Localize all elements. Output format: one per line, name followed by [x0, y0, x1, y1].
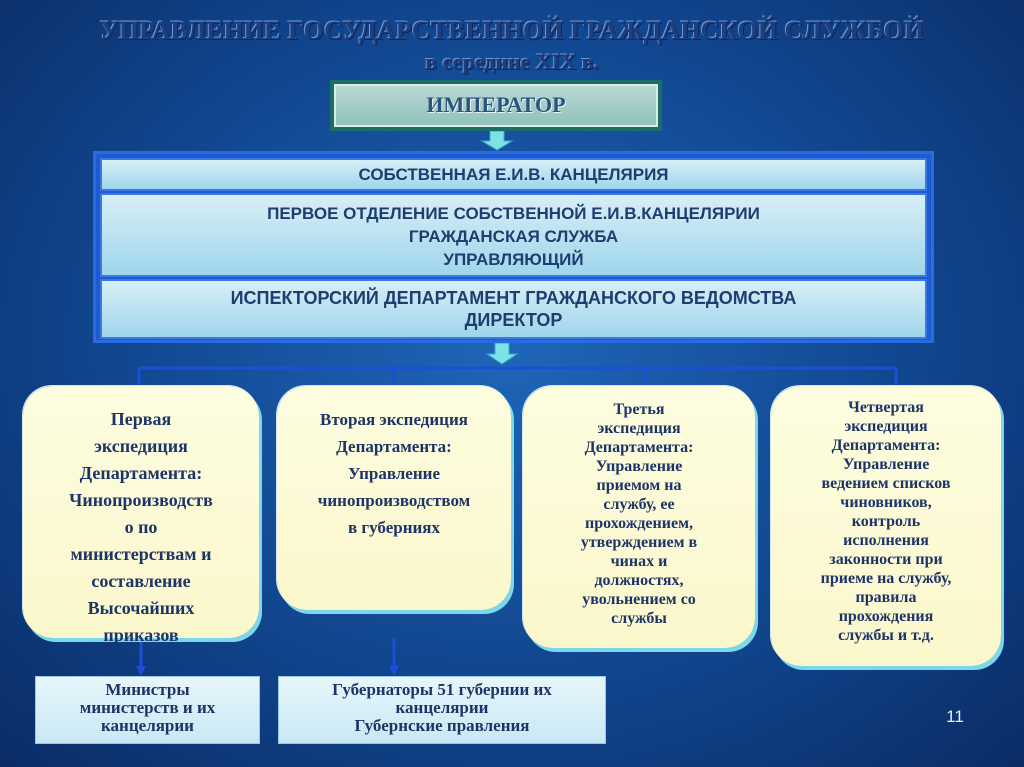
page-subtitle: в середине XIX в. [425, 49, 599, 74]
ministers-box: Министры министерств и их канцелярии [35, 676, 260, 744]
emperor-label: ИМПЕРАТОР [426, 92, 566, 117]
chancery-row-3: ИСПЕКТОРСКИЙ ДЕПАРТАМЕНТ ГРАЖДАНСКОГО ВЕДОМСТВА ДИРЕКТОР [100, 279, 927, 339]
page-number: 11 [946, 707, 964, 726]
emperor-box [330, 80, 662, 131]
chancery-block [93, 151, 934, 343]
expedition-box-2 [277, 386, 511, 610]
expedition-text-2: Вторая экспедиция Департамента: Управление чинопроизводством в губерниях [317, 410, 471, 537]
page-title: УПРАВЛЕНИЕ ГОСУДАРСТВЕННОЙ ГРАЖДАНСКОЙ СЛУЖБОЙ [99, 16, 925, 45]
expedition-box-4 [771, 386, 1001, 666]
chancery-row-2: ПЕРВОЕ ОТДЕЛЕНИЕ СОБСТВЕННОЙ Е.И.В.КАНЦЕЛЯРИИ ГРАЖДАНСКАЯ СЛУЖБА УПРАВЛЯЮЩИЙ [100, 193, 927, 277]
expedition-text-4: Четвертая экспедиция Департамента: Управление ведением списков чиновников, контроль исполнения законности при приеме на службу, правила прохождения службы и т.д. [820, 399, 952, 644]
expedition-box-1 [23, 386, 259, 645]
expedition-box-3 [523, 386, 755, 648]
expedition-text-3: Третья экспедиция Департамента: Управление приемом на службу, ее прохождением, утверждением в чинах и должностях, увольнением со службы [580, 401, 698, 627]
expedition-text-1: Первая экспедиция Департамента: Чинопроизводств о по министерствам и составление Высочайших приказов [69, 409, 213, 645]
governors-box: Губернаторы 51 губернии их канцелярии Губернские правления [278, 676, 606, 744]
chancery-row-1: СОБСТВЕННАЯ Е.И.В. КАНЦЕЛЯРИЯ [100, 158, 927, 191]
down-arrow-icon [480, 131, 514, 151]
